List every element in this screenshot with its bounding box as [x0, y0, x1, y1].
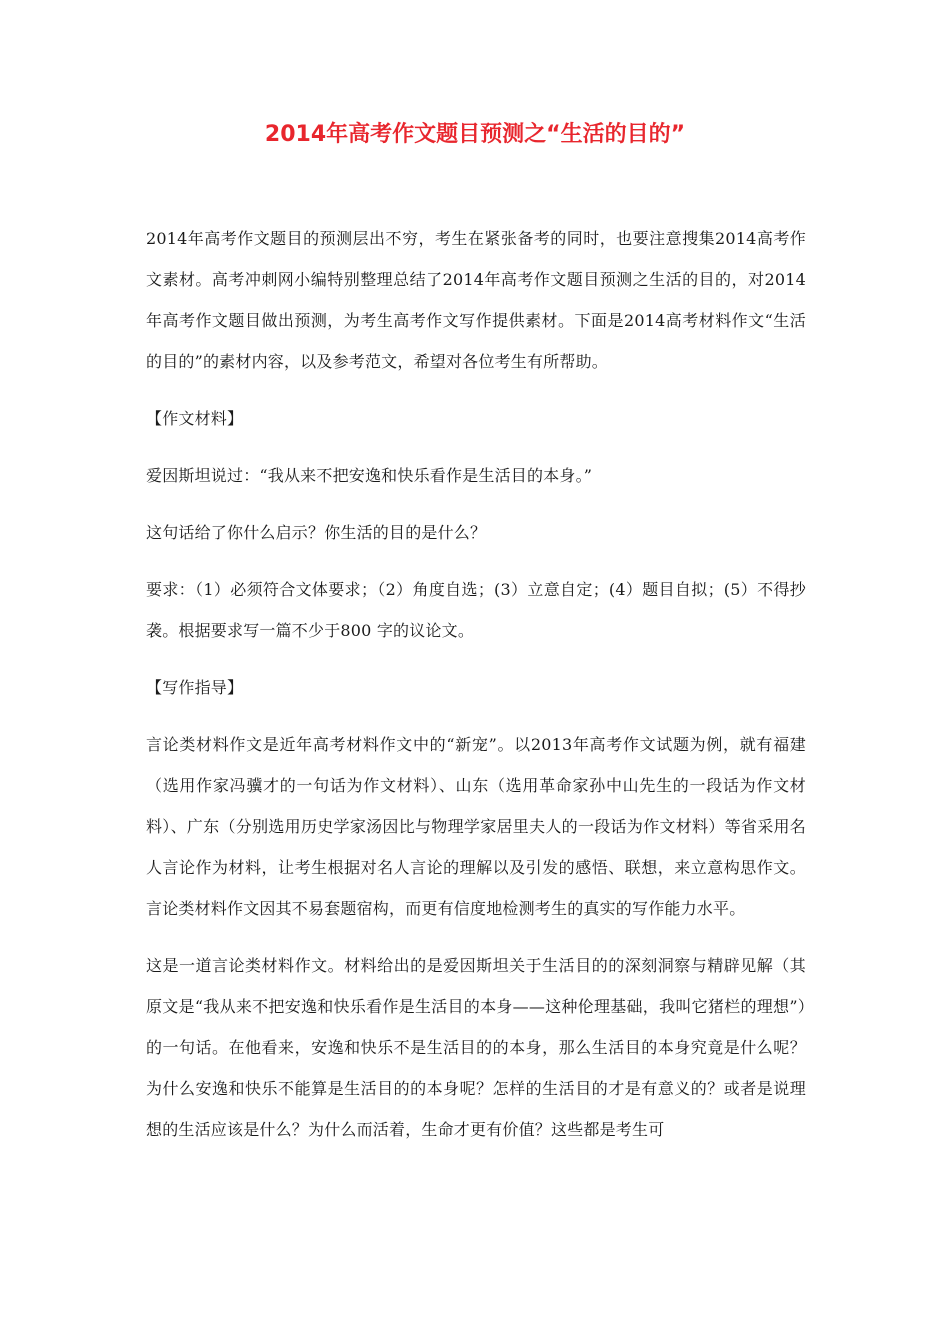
document-body: [146, 218, 806, 1166]
requirements-paragraph: 要求：（1）必须符合文体要求；（2）角度自选；(3）立意自定；(4）题目自拟；(5）不得抄袭。根据要求写一篇不少于800 字的议论文。: [146, 580, 806, 640]
analysis-paragraph: 这是一道言论类材料作文。材料给出的是爱因斯坦关于生活目的的深刻洞察与精辟见解（其原文是“我从来不把安逸和快乐看作是生活目的本身——这种伦理基础，我叫它猪栏的理想”）的一句话。在他看来，安逸和快乐不是生活目的的本身，那么生活目的本身究竟是什么呢？为什么安逸和快乐不能算是生活目的的本身呢？怎样的生活目的才是有意义的？或者是说理想的生活应该是什么？为什么而活着，生命才更有价值？这些都是考生可: [146, 956, 806, 1139]
intro-paragraph: 2014年高考作文题目的预测层出不穷，考生在紧张备考的同时，也要注意搜集2014高考作文素材。高考冲刺网小编特别整理总结了2014年高考作文题目预测之生活的目的，对2014年高考作文题目做出预测，为考生高考作文写作提供素材。下面是2014高考材料作文“生活的目的”的素材内容，以及参考范文，希望对各位考生有所帮助。: [146, 229, 806, 371]
section-heading-guidance: 【写作指导】: [146, 678, 244, 697]
section-heading-material: 【作文材料】: [146, 409, 244, 428]
guidance-paragraph: 言论类材料作文是近年高考材料作文中的“新宠”。以2013年高考作文试题为例，就有福建（选用作家冯骥才的一句话为作文材料）、山东（选用革命家孙中山先生的一段话为作文材料）、广东（分别选用历史学家汤因比与物理学家居里夫人的一段话为作文材料）等省采用名人言论作为材料，让考生根据对名人言论的理解以及引发的感悟、联想，来立意构思作文。言论类材料作文因其不易套题宿构，而更有信度地检测考生的真实的写作能力水平。: [146, 735, 806, 918]
document-title: 2014年高考作文题目预测之“生活的目的”: [264, 122, 686, 147]
einstein-quote: 爱因斯坦说过：“我从来不把安逸和快乐看作是生活目的本身。”: [146, 466, 593, 485]
prompt-question: 这句话给了你什么启示？你生活的目的是什么？: [146, 523, 487, 542]
